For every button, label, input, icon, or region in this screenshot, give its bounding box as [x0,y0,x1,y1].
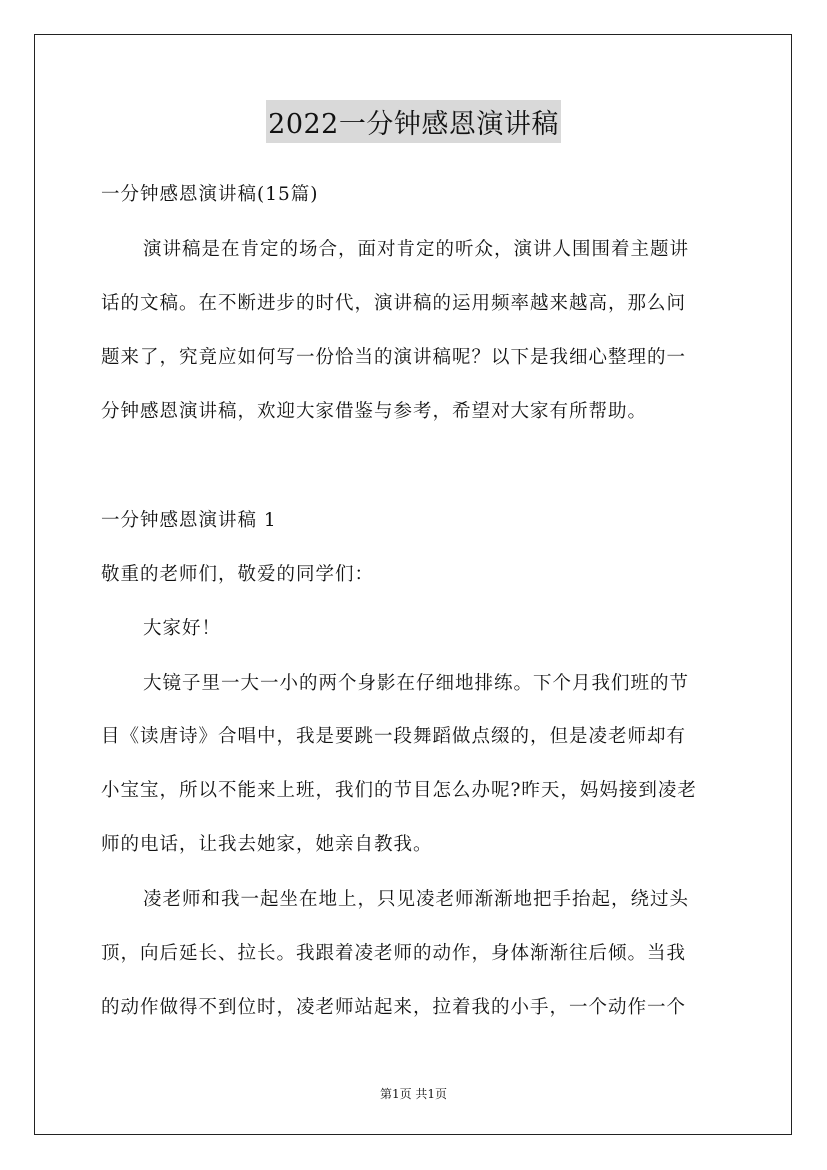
document-subtitle: 一分钟感恩演讲稿(15篇) [101,184,319,205]
section-heading: 一分钟感恩演讲稿 1 [101,510,277,531]
paragraph-line: 师的电话，让我去她家，她亲自教我。 [101,834,433,855]
intro-line: 题来了，究竟应如何写一份恰当的演讲稿呢？以下是我细心整理的一 [101,347,687,368]
page-number: 第1页 共1页 [379,1087,448,1101]
intro-line: 话的文稿。在不断进步的时代，演讲稿的运用频率越来越高，那么问 [101,293,687,314]
greeting: 大家好！ [143,618,222,639]
paragraph-line: 小宝宝，所以不能来上班，我们的节目怎么办呢?昨天，妈妈接到凌老 [101,780,697,801]
paragraph-line: 的动作做得不到位时，凌老师站起来，拉着我的小手，一个动作一个 [101,997,687,1018]
paragraph-line: 顶，向后延长、拉长。我跟着凌老师的动作，身体渐渐往后倾。当我 [101,943,687,964]
salutation: 敬重的老师们，敬爱的同学们： [101,564,375,585]
intro-line: 分钟感恩演讲稿，欢迎大家借鉴与参考，希望对大家有所帮助。 [101,401,648,422]
title-container [0,100,827,143]
paragraph-line: 大镜子里一大一小的两个身影在仔细地排练。下个月我们班的节 [143,673,690,694]
intro-line: 演讲稿是在肯定的场合，面对肯定的听众，演讲人围围着主题讲 [143,239,690,260]
paragraph-line: 目《读唐诗》合唱中，我是要跳一段舞蹈做点缀的，但是凌老师却有 [101,726,687,747]
document-title: 2022一分钟感恩演讲稿 [266,100,561,143]
paragraph-line: 凌老师和我一起坐在地上，只见凌老师渐渐地把手抬起，绕过头 [143,889,690,910]
